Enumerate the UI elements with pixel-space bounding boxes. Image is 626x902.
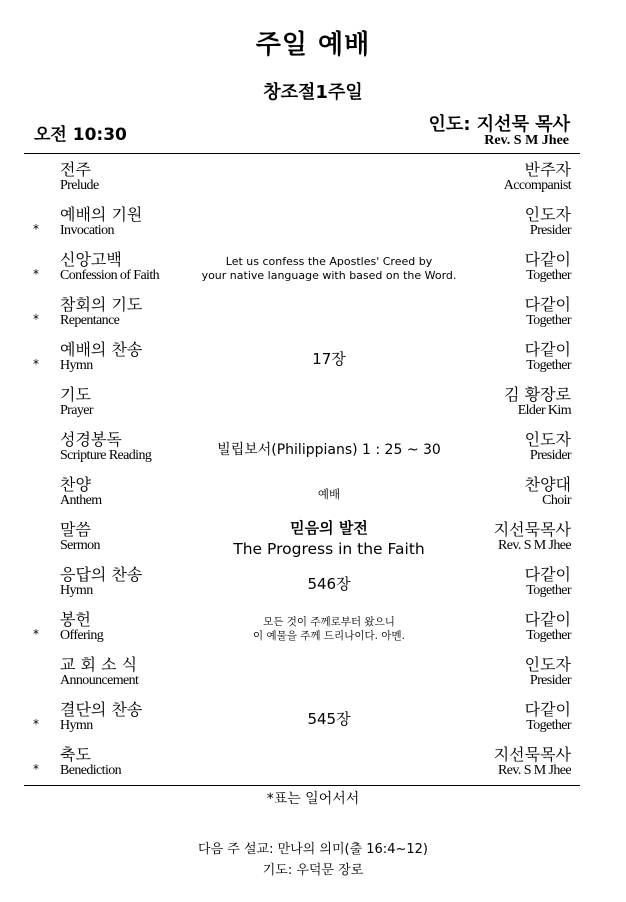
- item-detail-line-2: your native language with based on the Word.: [201, 268, 457, 282]
- worship-item-opening-hymn: [24, 336, 580, 381]
- item-detail: [189, 246, 469, 291]
- item-leader-english: Together: [526, 313, 571, 328]
- item-name-english: Hymn: [60, 358, 93, 373]
- item-detail: [189, 561, 469, 606]
- item-name-korean: 응답의 찬송: [60, 565, 143, 584]
- hymn-number: 17장: [312, 350, 346, 368]
- standing-marker: *: [33, 312, 39, 326]
- worship-item-benediction: [24, 741, 580, 786]
- item-name-korean: 전주: [60, 160, 91, 179]
- item-name-korean: 봉헌: [60, 610, 91, 629]
- item-name-english: Prayer: [60, 403, 93, 418]
- item-name-english: Sermon: [60, 538, 100, 553]
- item-name-english: Invocation: [60, 223, 114, 238]
- next-week-prayer: 기도: 우덕문 장로: [262, 863, 364, 878]
- item-name-korean: 결단의 찬송: [60, 700, 143, 719]
- item-detail: [189, 516, 469, 561]
- worship-item-scripture: [24, 426, 580, 471]
- standing-marker: *: [33, 717, 39, 731]
- item-name-english: Offering: [60, 628, 104, 643]
- worship-item-sermon: [24, 516, 580, 561]
- item-name-korean: 찬양: [60, 475, 91, 494]
- item-leader-english: Together: [526, 718, 571, 733]
- top-divider: [24, 153, 580, 154]
- item-detail: [189, 336, 469, 381]
- worship-item-closing-hymn: [24, 696, 580, 741]
- item-detail-line-1: 모든 것이 주께로부터 왔으니: [263, 615, 395, 628]
- scripture-reference: 빌립보서(Philippians) 1 : 25 ~ 30: [217, 441, 441, 458]
- service-time: 오전 10:30: [34, 125, 127, 145]
- item-detail-line-2: 이 예물을 주께 드리나이다. 아멘.: [253, 629, 405, 642]
- worship-item-confession: [24, 246, 580, 291]
- sermon-title-korean: 믿음의 발전: [290, 518, 368, 537]
- bottom-divider: [24, 785, 580, 786]
- item-name-english: Scripture Reading: [60, 448, 152, 463]
- item-name-korean: 신앙고백: [60, 250, 122, 269]
- worship-item-offering: [24, 606, 580, 651]
- item-leader-english: Together: [526, 268, 571, 283]
- item-leader-english: Choir: [542, 493, 571, 508]
- item-leader-english: Together: [526, 628, 571, 643]
- anthem-title: 예배: [317, 486, 341, 501]
- standing-marker: *: [33, 762, 39, 776]
- item-detail: [189, 426, 469, 471]
- worship-item-prelude: [24, 156, 580, 201]
- item-name-korean: 축도: [60, 745, 91, 764]
- item-leader-korean: 김 황장로: [504, 385, 571, 404]
- standing-marker: *: [33, 627, 39, 641]
- item-detail: [189, 471, 469, 516]
- item-name-korean: 기도: [60, 385, 91, 404]
- standing-marker: *: [33, 267, 39, 281]
- item-name-korean: 예배의 기원: [60, 205, 143, 224]
- page-subtitle: 창조절1주일: [263, 82, 363, 103]
- item-leader-korean: 다같이: [524, 565, 571, 584]
- worship-item-invocation: [24, 201, 580, 246]
- item-name-english: Hymn: [60, 718, 93, 733]
- item-name-english: Prelude: [60, 178, 99, 193]
- item-leader-korean: 다같이: [524, 700, 571, 719]
- item-name-korean: 참회의 기도: [60, 295, 143, 314]
- item-leader-english: Together: [526, 583, 571, 598]
- item-leader-korean: 인도자: [524, 205, 571, 224]
- page-title: 주일 예배: [255, 30, 371, 60]
- item-name-english: Hymn: [60, 583, 93, 598]
- item-detail-line-1: Let us confess the Apostles' Creed by: [225, 254, 433, 268]
- item-leader-english: Together: [526, 358, 571, 373]
- worship-item-repentance: [24, 291, 580, 336]
- leader-korean: 인도: 지선묵 목사: [428, 114, 570, 135]
- item-leader-korean: 다같이: [524, 250, 571, 269]
- item-leader-korean: 찬양대: [524, 475, 571, 494]
- item-leader-english: Presider: [529, 448, 571, 463]
- item-leader-korean: 지선묵목사: [493, 520, 571, 539]
- next-week-sermon: 다음 주 설교: 만나의 의미(출 16:4~12): [198, 842, 428, 857]
- hymn-number: 546장: [307, 575, 351, 593]
- item-leader-korean: 다같이: [524, 610, 571, 629]
- standing-note: *표는 일어서서: [266, 791, 360, 807]
- item-leader-english: Elder Kim: [517, 403, 571, 418]
- item-leader-english: Presider: [529, 673, 571, 688]
- item-leader-korean: 반주자: [524, 160, 571, 179]
- worship-item-anthem: [24, 471, 580, 516]
- worship-item-prayer: [24, 381, 580, 426]
- item-detail: [189, 696, 469, 741]
- item-leader-korean: 다같이: [524, 295, 571, 314]
- item-leader-english: Accompanist: [503, 178, 571, 193]
- worship-item-announcement: [24, 651, 580, 696]
- item-name-korean: 예배의 찬송: [60, 340, 143, 359]
- item-name-english: Confession of Faith: [60, 268, 160, 283]
- leader-english: Rev. S M Jhee: [484, 133, 569, 148]
- worship-item-response-hymn: [24, 561, 580, 606]
- item-leader-korean: 인도자: [524, 655, 571, 674]
- item-name-english: Announcement: [60, 673, 139, 688]
- item-leader-korean: 지선묵목사: [493, 745, 571, 764]
- item-name-korean: 성경봉독: [60, 430, 122, 449]
- item-name-english: Anthem: [60, 493, 102, 508]
- item-leader-korean: 다같이: [524, 340, 571, 359]
- item-leader-english: Presider: [529, 223, 571, 238]
- hymn-number: 545장: [307, 710, 351, 728]
- item-leader-korean: 인도자: [524, 430, 571, 449]
- item-leader-english: Rev. S M Jhee: [498, 538, 571, 553]
- item-name-english: Repentance: [60, 313, 120, 328]
- item-name-korean: 말씀: [60, 520, 91, 539]
- item-detail: [189, 606, 469, 651]
- order-of-worship: [24, 156, 580, 786]
- item-name-korean: 교 회 소 식: [60, 655, 138, 674]
- standing-marker: *: [33, 222, 39, 236]
- item-leader-english: Rev. S M Jhee: [498, 763, 571, 778]
- item-name-english: Benediction: [60, 763, 122, 778]
- sermon-title-english: The Progress in the Faith: [233, 539, 425, 558]
- standing-marker: *: [33, 357, 39, 371]
